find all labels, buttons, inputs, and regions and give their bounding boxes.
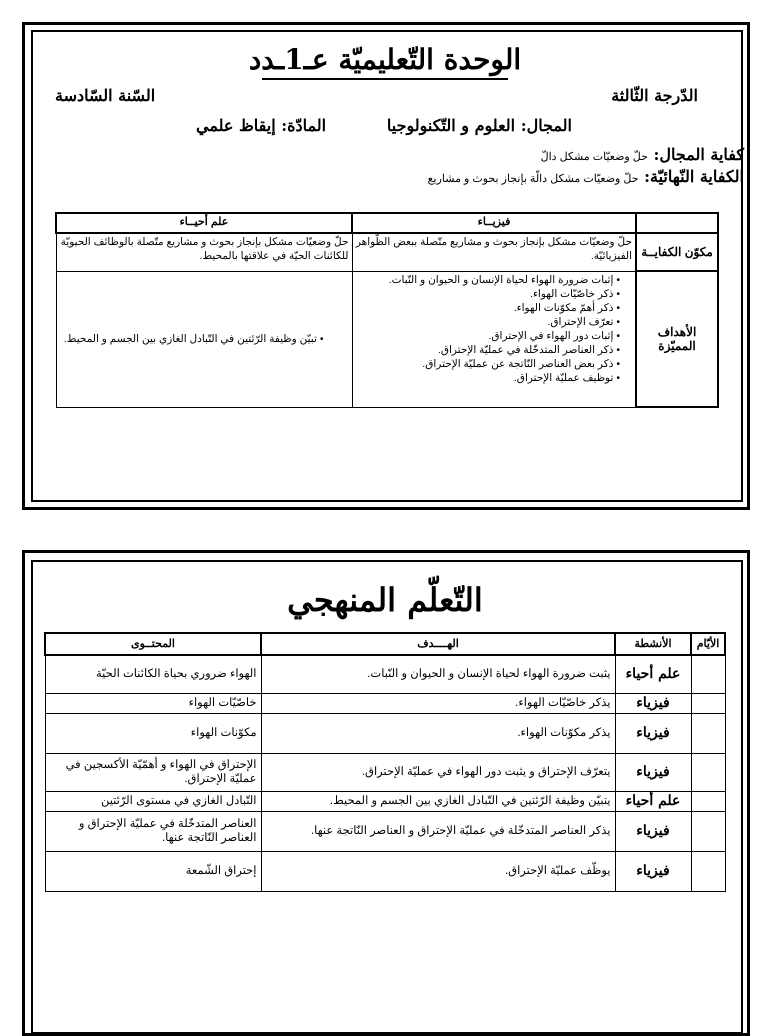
table-row xyxy=(45,753,725,791)
content-cell: مكوّنات الهواء xyxy=(45,713,261,753)
day-cell xyxy=(691,693,725,713)
objective-cell: يوظّف عمليّة الإحتراق. xyxy=(261,851,615,891)
competence-domain-value: حلّ وضعيّات مشكل دالّ xyxy=(540,151,648,163)
biology-header: علم أحيــاء xyxy=(56,213,352,233)
day-cell xyxy=(691,851,725,891)
list-item: • ذكر أهمّ مكوّنات الهواء. xyxy=(356,301,621,315)
day-cell xyxy=(691,655,725,693)
day-cell xyxy=(691,753,725,791)
component-row xyxy=(56,233,718,271)
domain-value: العلوم و التّكنولوجيا xyxy=(386,116,516,135)
activity-cell: فيزياء xyxy=(615,851,691,891)
days-header: الأيّام xyxy=(691,633,725,655)
grade-label: الدّرجة الثّالثة xyxy=(611,86,698,105)
objective-cell: يذكر خاصّيّات الهواء. xyxy=(261,693,615,713)
competence-table xyxy=(55,212,719,408)
content-header: المحتــوى xyxy=(45,633,261,655)
content-cell: خاصّيّات الهواء xyxy=(45,693,261,713)
activity-cell: فيزياء xyxy=(615,693,691,713)
list-item: • إثبات ضرورة الهواء لحياة الإنسان و الحيوان و النّبات. xyxy=(356,273,621,287)
domain-label: المجال: xyxy=(520,116,572,135)
table-row xyxy=(45,851,725,891)
activity-cell: فيزياء xyxy=(615,713,691,753)
content-cell: الهواء ضروري بحياة الكائنات الحيّة xyxy=(45,655,261,693)
day-cell xyxy=(691,713,725,753)
component-label: مكوّن الكفايــة xyxy=(636,233,718,271)
table-row xyxy=(45,693,725,713)
domain-line xyxy=(387,116,572,135)
list-item: • ذكر العناصر المتدخّلة في عمليّة الإحتراق. xyxy=(356,343,621,357)
subject-label: المادّة: xyxy=(281,116,327,135)
activity-cell: علم أحياء xyxy=(615,655,691,693)
competence-header-row xyxy=(56,213,718,233)
content-cell: التّبادل الغازي في مستوى الرّئتين xyxy=(45,791,261,811)
objectives-biology-list xyxy=(60,332,336,346)
activity-cell: فيزياء xyxy=(615,811,691,851)
list-item: • إثبات دور الهواء في الإحتراق. xyxy=(356,329,621,343)
competence-domain-line xyxy=(541,145,744,164)
list-item: • توظيف عمليّة الإحتراق. xyxy=(356,371,621,385)
title-underline xyxy=(262,78,508,80)
objective-cell: يتعرّف الإحتراق و يثبت دور الهواء في عمليّة الإحتراق. xyxy=(261,753,615,791)
objectives-physics-list xyxy=(356,273,633,385)
day-cell xyxy=(691,791,725,811)
table-row xyxy=(45,655,725,693)
content-cell: إحتراق الشّمعة xyxy=(45,851,261,891)
empty-header-cell xyxy=(636,213,718,233)
component-biology: حلّ وضعيّات مشكل بإنجاز بحوث و مشاريع متّصلة بالوظائف الحيويّة للكائنات الحيّة في علاقتها بالمحيط. xyxy=(56,233,352,271)
activity-cell: فيزياء xyxy=(615,753,691,791)
subject-value: إيقاظ علمي xyxy=(196,116,276,135)
table-row xyxy=(45,713,725,753)
subject-line xyxy=(196,116,326,135)
day-cell xyxy=(691,811,725,851)
learning-title: التّعلّم المنهجي xyxy=(287,581,483,619)
list-item: • ذكر خاصّيّات الهواء. xyxy=(356,287,621,301)
learning-table xyxy=(44,632,726,892)
final-competence-label: الكفاية النّهائيّة: xyxy=(644,167,744,186)
competence-domain-label: كفاية المجال: xyxy=(653,145,744,164)
table-row xyxy=(45,791,725,811)
objective-cell: يثبت ضرورة الهواء لحياة الإنسان و الحيوان و النّبات. xyxy=(261,655,615,693)
objective-cell: يذكر مكوّنات الهواء. xyxy=(261,713,615,753)
objective-header: الهــــدف xyxy=(261,633,615,655)
objectives-label: الأهداف المميّزة xyxy=(636,271,718,407)
objective-cell: يتبيّن وظيفة الرّئتين في التّبادل الغازي بين الجسم و المحيط. xyxy=(261,791,615,811)
objectives-physics-cell xyxy=(352,271,636,407)
content-cell: العناصر المتدخّلة في عمليّة الإحتراق و العناصر النّاتجة عنها. xyxy=(45,811,261,851)
final-competence-value: حلّ وضعيّات مشكل دالّة بإنجاز بحوث و مشاريع xyxy=(427,173,639,185)
unit-title: الوحدة التّعليميّة عـ1ـدد xyxy=(248,43,522,76)
objectives-biology-cell xyxy=(56,271,352,407)
list-item: • ذكر بعض العناصر النّاتجة عن عمليّة الإحتراق. xyxy=(356,357,621,371)
list-item: • تعرّف الإحتراق. xyxy=(356,315,621,329)
objective-cell: يذكر العناصر المتدخّلة في عمليّة الإحتراق و العناصر النّاتجة عنها. xyxy=(261,811,615,851)
final-competence-line xyxy=(428,167,744,186)
list-item: • تبيّن وظيفة الرّئتين في التّبادل الغازي بين الجسم و المحيط. xyxy=(60,332,324,346)
activity-cell: علم أحياء xyxy=(615,791,691,811)
objectives-row xyxy=(56,271,718,407)
table-row xyxy=(45,811,725,851)
physics-header: فيزيــاء xyxy=(352,213,636,233)
learning-header-row xyxy=(45,633,725,655)
year-label: السّنة السّادسة xyxy=(55,86,156,105)
content-cell: الإحتراق في الهواء و أهمّيّة الأكسجين في عمليّة الإحتراق. xyxy=(45,753,261,791)
activities-header: الأنشطة xyxy=(615,633,691,655)
component-physics: حلّ وضعيّات مشكل بإنجاز بحوث و مشاريع متّصلة ببعض الظّواهر الفيزيائيّة. xyxy=(352,233,636,271)
